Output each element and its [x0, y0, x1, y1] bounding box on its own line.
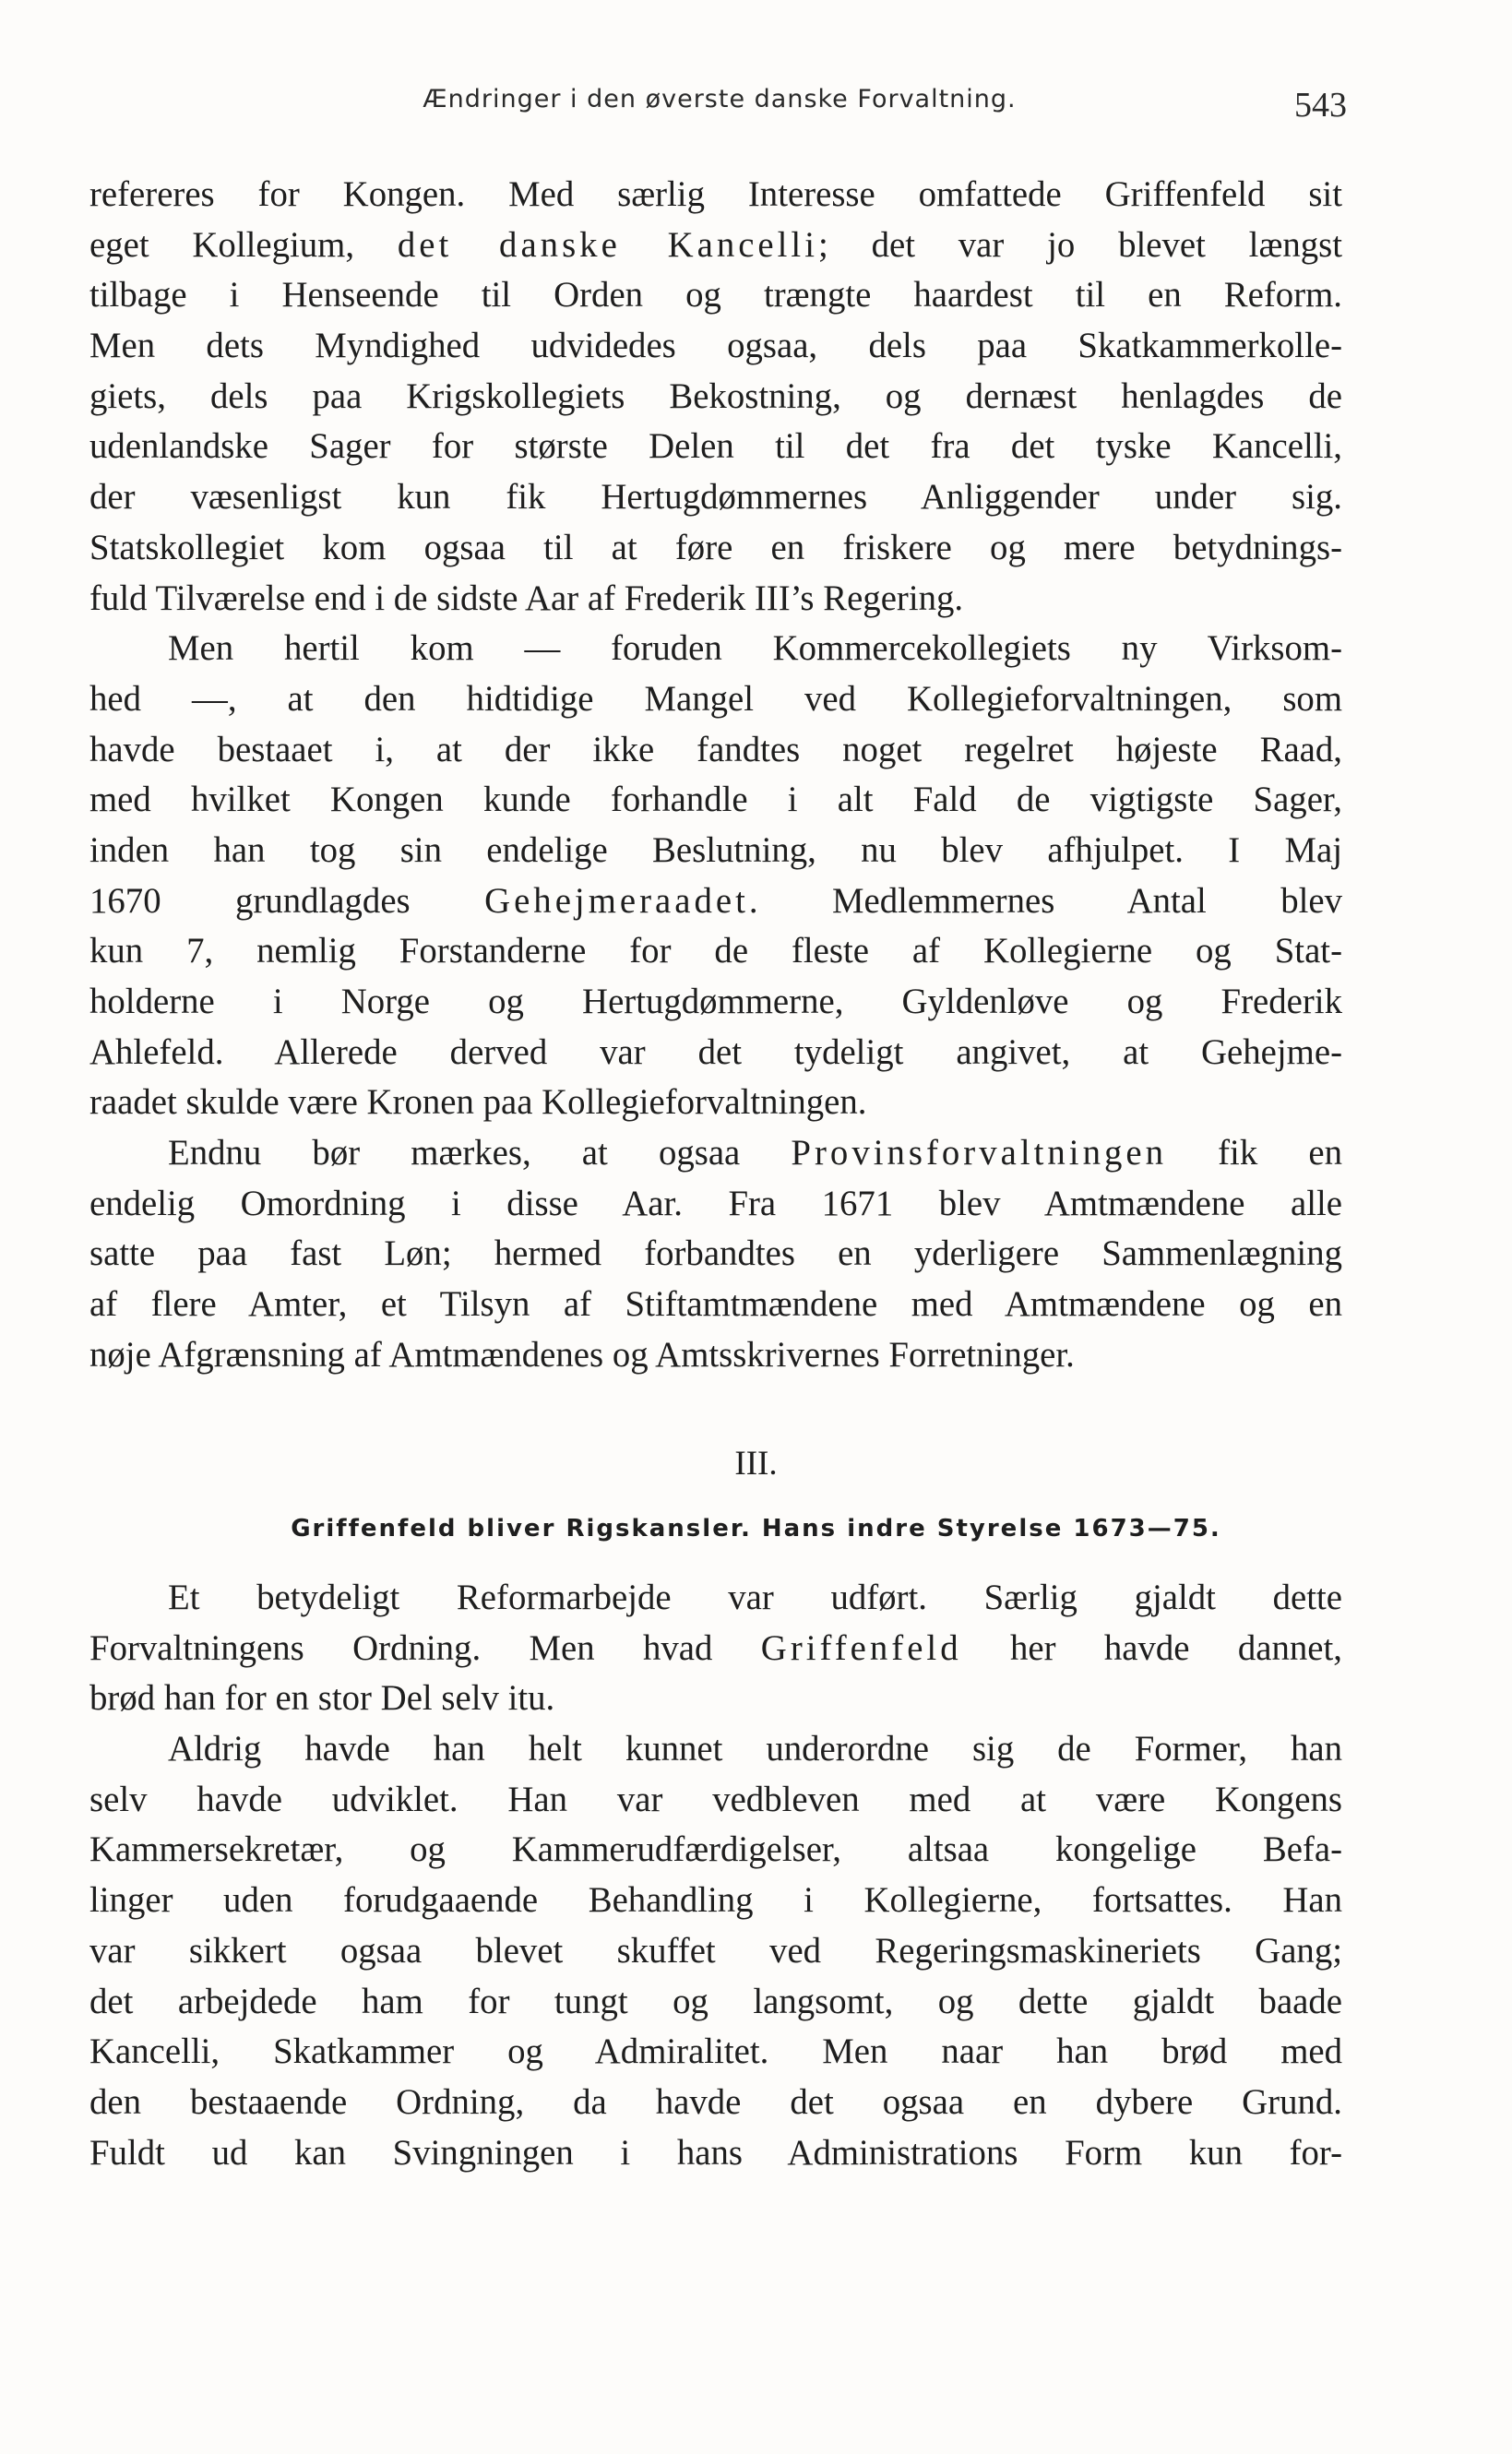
text-line: nøje Afgrænsning af Amtmændenes og Amtsskrivernes Forretninger. — [89, 1334, 1075, 1375]
text-line: refereres for Kongen. Med særlig Interesse omfattede Griffenfeld sit — [89, 174, 1342, 214]
text-line: Et betydeligt Reformarbejde var udført. Særlig gjaldt dette — [168, 1578, 1342, 1617]
spaced-emphasis: Gehejmeraadet — [484, 880, 749, 921]
text-line: kun 7, nemlig Forstanderne for de fleste af Kollegierne og Stat- — [89, 931, 1342, 971]
text-line: inden han tog sin endelige Beslutning, nu blev afhjulpet. I Maj — [89, 829, 1342, 870]
section-heading: Griffenfeld bliver Rigskansler. Hans indre Styrelse 1673—75. — [291, 1515, 1221, 1543]
text-line: Forvaltningens Ordning. Men hvad Griffenfeld her havde dannet, — [89, 1627, 1342, 1668]
text-line: Statskollegiet kom ogsaa til at føre en friskere og mere betydnings- — [89, 527, 1342, 567]
text-line: holderne i Norge og Hertugdømmerne, Gyldenløve og Frederik — [89, 982, 1342, 1021]
text-line: tilbage i Henseende til Orden og trængte haardest til en Reform. — [89, 275, 1342, 316]
text-line: Ahlefeld. Allerede derved var det tydeligt angivet, at Gehejme- — [89, 1031, 1342, 1072]
text-line: eget Kollegium, det danske Kancelli; det var jo blevet længst — [89, 224, 1342, 265]
text-line: havde bestaaet i, at der ikke fandtes noget regelret højeste Raad, — [89, 729, 1342, 769]
body-text-top — [89, 170, 1342, 1381]
text-line: raadet skulde være Kronen paa Kollegieforvaltningen. — [89, 1082, 867, 1123]
body-text-bottom — [89, 1573, 1342, 2178]
text-line: Fuldt ud kan Svingningen i hans Administrations Form kun for- — [89, 2132, 1342, 2173]
text-line: det arbejdede ham for tungt og langsomt, og dette gjaldt baade — [89, 1981, 1342, 2021]
text-line: 1670 grundlagdes Gehejmeraadet. Medlemmernes Antal blev — [89, 880, 1342, 921]
text-line: Aldrig havde han helt kunnet underordne sig de Former, han — [168, 1729, 1342, 1769]
text-line: linger uden forudgaaende Behandling i Kollegierne, fortsattes. Han — [89, 1880, 1342, 1921]
text-line: var sikkert ogsaa blevet skuffet ved Regeringsmaskineriets Gang; — [89, 1930, 1342, 1971]
text-line: Kancelli, Skatkammer og Admiralitet. Men naar han brød med — [89, 2031, 1342, 2072]
text-line: af flere Amter, et Tilsyn af Stiftamtmændene med Amtmændene og en — [89, 1284, 1342, 1325]
page-number: 543 — [1294, 86, 1347, 125]
text-line: den bestaaende Ordning, da havde det ogsaa en dybere Grund. — [89, 2081, 1342, 2122]
spaced-emphasis: Provinsforvaltningen — [791, 1133, 1167, 1173]
text-line: hed —, at den hidtidige Mangel ved Kollegieforvaltningen, som — [89, 678, 1342, 719]
text-line: Endnu bør mærkes, at ogsaa Provinsforvaltningen fik en — [168, 1133, 1342, 1173]
text-line: endelig Omordning i disse Aar. Fra 1671 blev Amtmændene alle — [89, 1183, 1342, 1223]
text-line: giets, dels paa Krigskollegiets Bekostning, og dernæst henlagdes de — [89, 375, 1342, 416]
text-line: brød han for en stor Del selv itu. — [89, 1678, 555, 1719]
section-number: III. — [734, 1445, 778, 1483]
text-line: der væsenligst kun fik Hertugdømmernes Anliggender under sig. — [89, 477, 1342, 518]
text-line: Men hertil kom — foruden Kommercekollegiets ny Virksom- — [168, 628, 1342, 669]
text-line: med hvilket Kongen kunde forhandle i alt Fald de vigtigste Sager, — [89, 780, 1342, 820]
spaced-emphasis: det danske Kancelli — [397, 224, 818, 265]
spaced-emphasis: Griffenfeld — [760, 1627, 962, 1668]
text-line: selv havde udviklet. Han var vedbleven med at være Kongens — [89, 1779, 1342, 1819]
text-line: satte paa fast Løn; hermed forbandtes en yderligere Sammenlægning — [89, 1233, 1342, 1274]
text-line: Men dets Myndighed udvidedes ogsaa, dels paa Skatkammerkolle- — [89, 326, 1342, 366]
text-line: Kammersekretær, og Kammerudfærdigelser, altsaa kongelige Befa- — [89, 1829, 1342, 1870]
text-line: udenlandske Sager for største Delen til det fra det tyske Kancelli, — [89, 426, 1342, 467]
running-header: Ændringer i den øverste danske Forvaltning. — [423, 85, 1017, 113]
text-line: fuld Tilværelse end i de sidste Aar af Frederik III’s Regering. — [89, 578, 964, 618]
